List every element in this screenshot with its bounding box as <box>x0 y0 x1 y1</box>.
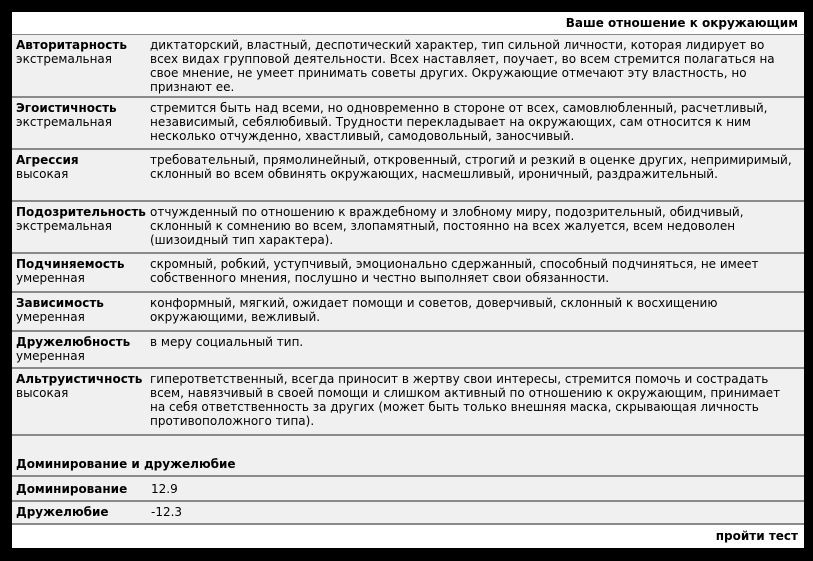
trait-level: экстремальная <box>16 219 112 233</box>
trait-name: Дружелюбность <box>16 335 131 349</box>
trait-row <box>12 293 804 332</box>
trait-row <box>12 35 804 98</box>
trait-level: высокая <box>16 386 69 400</box>
summary-row <box>12 500 804 525</box>
section-header <box>12 12 804 35</box>
summary-title: Доминирование и дружелюбие <box>16 457 236 471</box>
footer <box>12 525 804 548</box>
trait-name: Агрессия <box>16 153 79 167</box>
trait-level: умеренная <box>16 271 85 285</box>
trait-description: конформный, мягкий, ожидает помощи и советов, доверчивый, склонный к восхищению окружающими, вежливый. <box>150 296 718 324</box>
trait-name: Авторитарность <box>16 38 127 52</box>
trait-level: умеренная <box>16 310 85 324</box>
trait-description: диктаторский, властный, деспотический характер, тип сильной личности, которая лидирует во всех видах групповой деятельности. Всех наставляет, поучает, во всем стремится полагаться на свое мнение, не умеет принимать советы других. Окружающие отмечают эту властность, но признают ее. <box>150 38 775 94</box>
trait-name: Зависимость <box>16 296 104 310</box>
trait-name: Подозрительность <box>16 205 146 219</box>
trait-name: Эгоистичность <box>16 101 117 115</box>
summary-value: 12.9 <box>151 482 178 496</box>
trait-row <box>12 98 804 150</box>
trait-description: требовательный, прямолинейный, откровенный, строгий и резкий в оценке других, непримиримый, склонный во всем обвинять окружающих, насмешливый, ироничный, раздражительный. <box>150 153 792 181</box>
trait-row <box>12 150 804 202</box>
summary-label: Дружелюбие <box>16 505 109 519</box>
trait-row <box>12 332 804 369</box>
header-title: Ваше отношение к окружающим <box>565 16 798 30</box>
trait-description: скромный, робкий, уступчивый, эмоционально сдержанный, способный подчиняться, не имеет собственного мнения, послушно и честно выполняет свои обязанности. <box>150 257 759 285</box>
trait-row <box>12 369 804 436</box>
results-panel <box>12 12 804 548</box>
summary-row <box>12 475 804 502</box>
trait-description: отчужденный по отношению к враждебному и злобному миру, подозрительный, обидчивый, склонный к сомнению во всем, злопамятный, постоянно на всех жалуется, всем недоволен (шизоидный тип характера). <box>150 205 744 247</box>
trait-level: умеренная <box>16 349 85 363</box>
take-test-link[interactable]: пройти тест <box>715 529 798 543</box>
trait-name: Подчиняемость <box>16 257 125 271</box>
summary-label: Доминирование <box>16 482 128 496</box>
trait-name: Альтруистичность <box>16 372 143 386</box>
summary-value: -12.3 <box>151 505 183 519</box>
trait-description: стремится быть над всеми, но одновременно в стороне от всех, самовлюбленный, расчетливый, независимый, себялюбивый. Трудности перекладывает на окружающих, сам относится к ним несколько отчужденно, хвастливый, самодовольный, заносчивый. <box>150 101 768 143</box>
trait-level: экстремальная <box>16 115 112 129</box>
trait-row <box>12 254 804 293</box>
trait-level: высокая <box>16 167 69 181</box>
trait-row <box>12 202 804 254</box>
trait-level: экстремальная <box>16 52 112 66</box>
trait-description: в меру социальный тип. <box>150 335 304 349</box>
trait-description: гиперответственный, всегда приносит в жертву свои интересы, стремится помочь и сострадать всем, навязчивый в своей помощи и слишком активный по отношению к окружающим, принимает на себя ответственность за других (может быть только внешняя маска, скрывающая личность противоположного типа). <box>150 372 781 428</box>
